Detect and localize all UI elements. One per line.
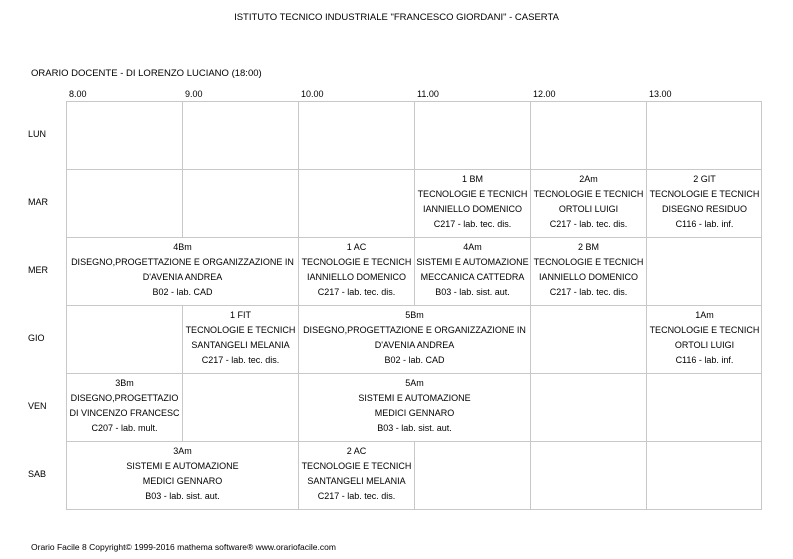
grid-column-line [66, 169, 67, 238]
lesson-block[interactable] [67, 374, 182, 441]
hour-label: 12.00 [533, 89, 556, 99]
grid-column-line [298, 101, 299, 170]
lesson-room: B03 - lab. sist. aut. [377, 423, 452, 433]
lesson-subject: TECNOLOGIE E TECNICH [185, 325, 296, 335]
lesson-teacher: SANTANGELI MELANIA [191, 340, 290, 350]
lesson-room: C217 - lab. tec. dis. [317, 287, 396, 297]
lesson-class: 4Am [463, 242, 482, 252]
lesson-subject: SISTEMI E AUTOMAZIONE [126, 461, 239, 471]
hour-label: 13.00 [649, 89, 672, 99]
grid-column-line [182, 169, 183, 238]
grid-column-line [530, 305, 531, 374]
hour-label: 8.00 [69, 89, 87, 99]
day-label: MAR [28, 197, 48, 207]
lesson-room: C116 - lab. inf. [675, 219, 734, 229]
grid-column-line [761, 237, 762, 306]
lesson-block[interactable] [299, 238, 414, 305]
lesson-subject: TECNOLOGIE E TECNICH [417, 189, 528, 199]
lesson-class: 1Am [695, 310, 714, 320]
lesson-teacher: DI VINCENZO FRANCESC [69, 408, 180, 418]
lesson-class: 2 GIT [693, 174, 716, 184]
grid-column-line [530, 441, 531, 510]
lesson-block[interactable] [647, 306, 762, 373]
grid-column-line [298, 169, 299, 238]
lesson-teacher: D'AVENIA ANDREA [142, 272, 223, 282]
lesson-subject: TECNOLOGIE E TECNICH [533, 189, 644, 199]
lesson-class: 1 FIT [229, 310, 251, 320]
lesson-block[interactable] [531, 238, 646, 305]
teacher-schedule-label: ORARIO DOCENTE - DI LORENZO LUCIANO (18:00) [31, 68, 262, 79]
grid-column-line [66, 305, 67, 374]
grid-column-line [182, 101, 183, 170]
lesson-subject: SISTEMI E AUTOMAZIONE [416, 257, 529, 267]
lesson-room: C116 - lab. inf. [675, 355, 734, 365]
grid-column-line [182, 373, 183, 442]
lesson-block[interactable] [67, 442, 298, 509]
grid-column-line [761, 373, 762, 442]
grid-column-line [66, 101, 67, 170]
lesson-teacher: MEDICI GENNARO [374, 408, 455, 418]
lesson-block[interactable] [531, 170, 646, 237]
lesson-room: C217 - lab. tec. dis. [433, 219, 512, 229]
lesson-block[interactable] [415, 170, 530, 237]
lesson-class: 1 AC [346, 242, 367, 252]
lesson-subject: TECNOLOGIE E TECNICH [301, 461, 412, 471]
lesson-class: 2 BM [577, 242, 599, 252]
grid-column-line [414, 101, 415, 170]
lesson-class: 5Bm [405, 310, 424, 320]
grid-column-line [761, 441, 762, 510]
lesson-subject: TECNOLOGIE E TECNICH [649, 189, 760, 199]
lesson-class: 1 BM [461, 174, 483, 184]
day-label: MER [28, 265, 48, 275]
lesson-class: 2Am [579, 174, 598, 184]
lesson-block[interactable] [299, 306, 530, 373]
lesson-teacher: ORTOLI LUIGI [558, 204, 619, 214]
lesson-room: B03 - lab. sist. aut. [435, 287, 510, 297]
page-title: ISTITUTO TECNICO INDUSTRIALE "FRANCESCO GIORDANI" - CASERTA [234, 12, 559, 23]
timetable-grid [66, 101, 762, 509]
grid-column-line [646, 237, 647, 306]
lesson-subject: TECNOLOGIE E TECNICH [301, 257, 412, 267]
lesson-room: C217 - lab. tec. dis. [549, 287, 628, 297]
lesson-room: C217 - lab. tec. dis. [549, 219, 628, 229]
lesson-subject: SISTEMI E AUTOMAZIONE [358, 393, 471, 403]
day-label: LUN [28, 129, 47, 139]
lesson-teacher: MECCANICA CATTEDRA [420, 272, 525, 282]
day-label: SAB [28, 469, 47, 479]
lesson-room: C207 - lab. mult. [91, 423, 158, 433]
lesson-teacher: IANNIELLO DOMENICO [306, 272, 407, 282]
hour-label: 11.00 [417, 89, 439, 99]
lesson-teacher: DISEGNO RESIDUO [661, 204, 747, 214]
lesson-subject: TECNOLOGIE E TECNICH [533, 257, 644, 267]
lesson-room: B02 - lab. CAD [384, 355, 445, 365]
lesson-class: 5Am [405, 378, 424, 388]
lesson-block[interactable] [183, 306, 298, 373]
lesson-room: C217 - lab. tec. dis. [317, 491, 396, 501]
grid-column-line [646, 441, 647, 510]
lesson-teacher: D'AVENIA ANDREA [374, 340, 455, 350]
grid-column-line [414, 441, 415, 510]
lesson-room: C217 - lab. tec. dis. [201, 355, 280, 365]
lesson-block[interactable] [415, 238, 530, 305]
lesson-block[interactable] [67, 238, 298, 305]
lesson-room: B03 - lab. sist. aut. [145, 491, 220, 501]
lesson-teacher: SANTANGELI MELANIA [307, 476, 406, 486]
lesson-teacher: MEDICI GENNARO [142, 476, 223, 486]
grid-column-line [530, 373, 531, 442]
lesson-room: B02 - lab. CAD [152, 287, 213, 297]
hour-label: 9.00 [185, 89, 203, 99]
lesson-subject: TECNOLOGIE E TECNICH [649, 325, 760, 335]
lesson-block[interactable] [299, 442, 414, 509]
lesson-subject: DISEGNO,PROGETTAZIO [70, 393, 179, 403]
lesson-teacher: IANNIELLO DOMENICO [422, 204, 523, 214]
lesson-class: 3Bm [115, 378, 134, 388]
lesson-teacher: IANNIELLO DOMENICO [538, 272, 639, 282]
lesson-class: 2 AC [346, 446, 367, 456]
hour-label: 10.00 [301, 89, 324, 99]
lesson-class: 4Bm [173, 242, 192, 252]
footer-copyright: Orario Facile 8 Copyright© 1999-2016 mathema software® www.orariofacile.com [31, 542, 336, 552]
lesson-class: 3Am [173, 446, 192, 456]
lesson-subject: DISEGNO,PROGETTAZIONE E ORGANIZZAZIONE IN [71, 257, 294, 267]
lesson-teacher: ORTOLI LUIGI [674, 340, 735, 350]
grid-column-line [530, 101, 531, 170]
day-label: GIO [28, 333, 45, 343]
grid-column-line [646, 101, 647, 170]
lesson-block[interactable] [647, 170, 762, 237]
lesson-block[interactable] [299, 374, 530, 441]
grid-column-line [646, 373, 647, 442]
grid-column-line [761, 101, 762, 170]
day-label: VEN [28, 401, 47, 411]
lesson-subject: DISEGNO,PROGETTAZIONE E ORGANIZZAZIONE IN [303, 325, 526, 335]
